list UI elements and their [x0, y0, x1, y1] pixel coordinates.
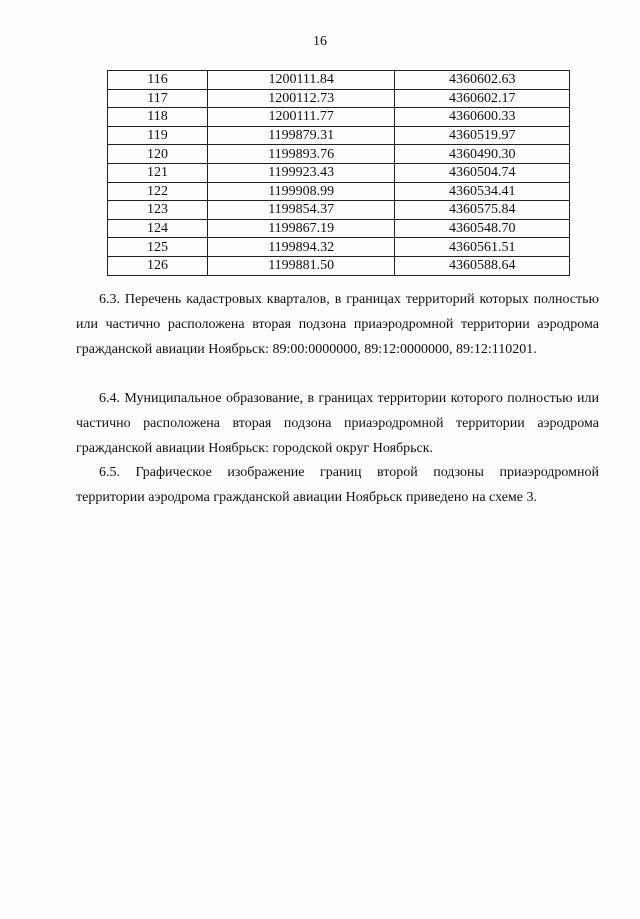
x-coordinate-cell: 1199867.19 — [207, 219, 394, 238]
point-number-cell: 116 — [108, 71, 208, 90]
y-coordinate-cell: 4360561.51 — [395, 238, 570, 257]
table-row — [108, 238, 570, 257]
coordinates-table-body — [108, 71, 570, 276]
x-coordinate-cell: 1199894.32 — [207, 238, 394, 257]
y-coordinate-cell: 4360600.33 — [395, 108, 570, 127]
point-number-cell: 117 — [108, 89, 208, 108]
table-row — [108, 256, 570, 275]
page-number: 16 — [313, 34, 327, 49]
x-coordinate-cell: 1200112.73 — [207, 89, 394, 108]
table-row — [108, 145, 570, 164]
y-coordinate-cell: 4360490.30 — [395, 145, 570, 164]
point-number-cell: 121 — [108, 163, 208, 182]
x-coordinate-cell: 1199893.76 — [207, 145, 394, 164]
y-coordinate-cell: 4360519.97 — [395, 126, 570, 145]
point-number-cell: 126 — [108, 256, 208, 275]
x-coordinate-cell: 1199881.50 — [207, 256, 394, 275]
paragraph-6-5-graphic-image: 6.5. Графическое изображение границ второй подзоны приаэродромной территории аэродрома гражданской авиации Ноябрьск приведено на схеме 3. — [76, 465, 599, 505]
y-coordinate-cell: 4360575.84 — [395, 201, 570, 220]
point-number-cell: 119 — [108, 126, 208, 145]
point-number-cell: 123 — [108, 201, 208, 220]
y-coordinate-cell: 4360602.63 — [395, 71, 570, 90]
x-coordinate-cell: 1199879.31 — [207, 126, 394, 145]
y-coordinate-cell: 4360548.70 — [395, 219, 570, 238]
table-row — [108, 182, 570, 201]
table-row — [108, 126, 570, 145]
point-number-cell: 122 — [108, 182, 208, 201]
table-row — [108, 108, 570, 127]
table-row — [108, 71, 570, 90]
paragraph-6-3-cadastral-quarters: 6.3. Перечень кадастровых кварталов, в границах территорий которых полностью или частично расположена вторая подзона приаэродромной территории аэродрома гражданской авиации Ноябрьск: 89:00:0000000, 89:12:0000000, 89:12:110201. — [76, 292, 599, 357]
paragraph-6-4-municipality: 6.4. Муниципальное образование, в границах территории которого полностью или частично расположена вторая подзона приаэродромной территории аэродрома гражданской авиации Ноябрьск: городской округ Ноябрьск. — [76, 391, 599, 456]
y-coordinate-cell: 4360504.74 — [395, 163, 570, 182]
x-coordinate-cell: 1199854.37 — [207, 201, 394, 220]
table-row — [108, 163, 570, 182]
y-coordinate-cell: 4360588.64 — [395, 256, 570, 275]
x-coordinate-cell: 1200111.77 — [207, 108, 394, 127]
y-coordinate-cell: 4360534.41 — [395, 182, 570, 201]
point-number-cell: 120 — [108, 145, 208, 164]
point-number-cell: 124 — [108, 219, 208, 238]
coordinates-table — [107, 70, 570, 276]
x-coordinate-cell: 1199923.43 — [207, 163, 394, 182]
point-number-cell: 118 — [108, 108, 208, 127]
x-coordinate-cell: 1200111.84 — [207, 71, 394, 90]
table-row — [108, 89, 570, 108]
table-row — [108, 219, 570, 238]
x-coordinate-cell: 1199908.99 — [207, 182, 394, 201]
table-row — [108, 201, 570, 220]
y-coordinate-cell: 4360602.17 — [395, 89, 570, 108]
point-number-cell: 125 — [108, 238, 208, 257]
